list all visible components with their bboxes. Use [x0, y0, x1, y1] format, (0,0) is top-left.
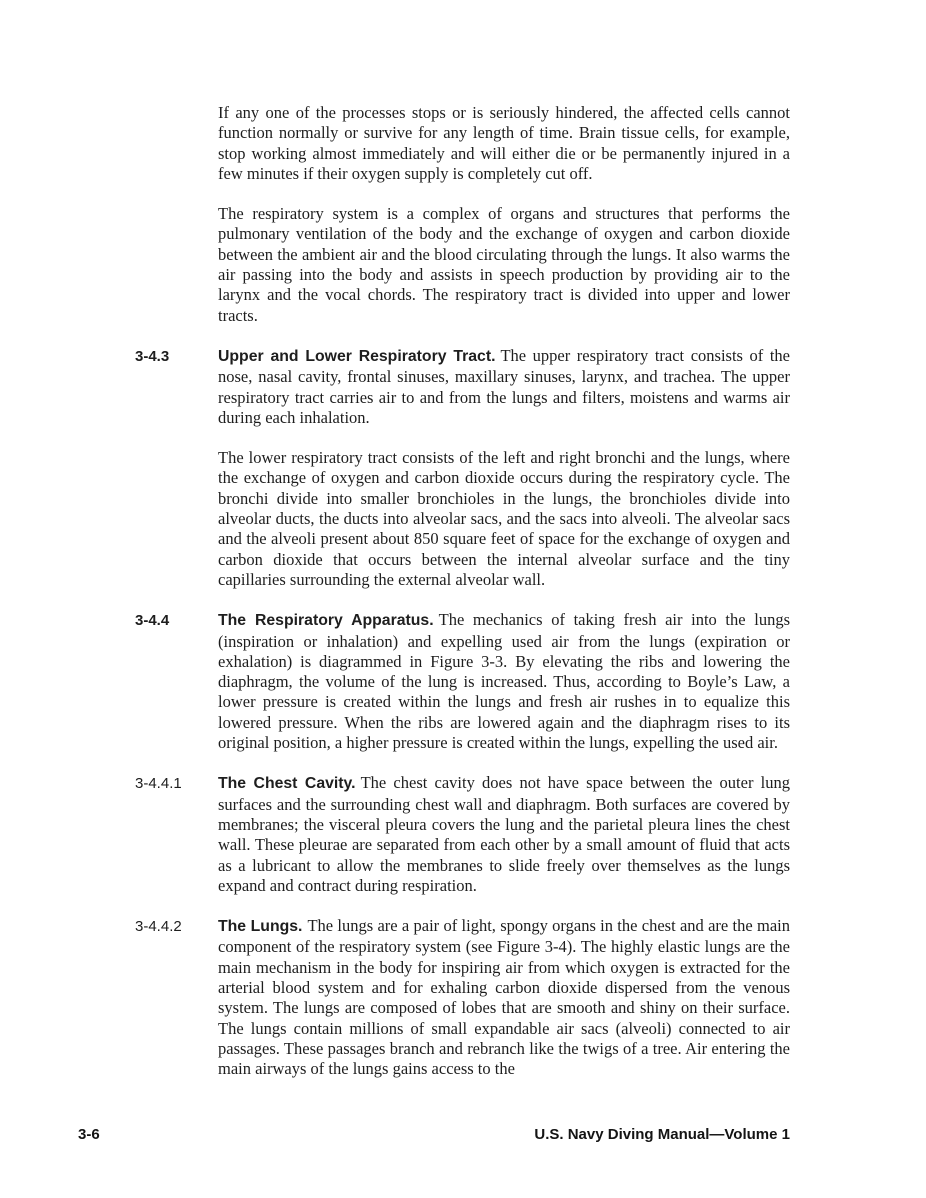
paragraph-text: If any one of the processes stops or is seriously hindered, the affected cells cannot function normally or survive for any length of time. Brain tissue cells, for example, stop working almost immediately and will either die or be permanently injured in a few minutes if their oxygen supply is completely cut off. — [218, 103, 790, 183]
section-heading: Upper and Lower Respiratory Tract. — [218, 347, 496, 365]
section-number — [135, 103, 218, 184]
section-3-4.4.1 — [135, 773, 790, 896]
body-paragraph — [135, 204, 790, 326]
paragraph-text: The Chest Cavity. The chest cavity does not have space between the outer lung surfaces and the surrounding chest wall and diaphragm. Both surfaces are covered by membranes; the visceral pleura covers the lung and the parietal pleura lines the chest wall. These pleurae are separated from each other by a small amount of fluid that acts as a lubricant to allow the membranes to slide freely over themselves as the lungs expand and contract during respiration. — [218, 773, 790, 895]
section-number: 3-4.3 — [135, 347, 170, 365]
section-number — [135, 204, 218, 326]
section-number: 3-4.4.1 — [135, 775, 182, 793]
section-number: 3-4.4.2 — [135, 918, 182, 936]
body-paragraph — [135, 103, 790, 184]
paragraph-text: The Lungs. The lungs are a pair of light, spongy organs in the chest and are the main component of the respiratory system (see Figure 3-4). The highly elastic lungs are the main mechanism in the body for inspiring air from which oxygen is extracted for the arterial blood system and for exhaling carbon dioxide dispersed from the venous system. The lungs are composed of lobes that are smooth and shiny on their surface. The lungs contain millions of small expandable air sacs (alveoli) connected to air passages. These passages branch and rebranch like the twigs of a tree. Air entering the main airways of the lungs gains access to the — [218, 916, 790, 1079]
section-3-4.4 — [135, 610, 790, 753]
paragraph-text: The Respiratory Apparatus. The mechanics of taking fresh air into the lungs (inspiration or inhalation) and expelling used air from the lungs (expiration or exhalation) is diagrammed in Figure 3-3. By elevating the ribs and lowering the diaphragm, the volume of the lung is increased. Thus, according to Boyle’s Law, a lower pressure is created within the lungs and fresh air rushes in to equalize this lowered pressure. When the ribs are lowered again and the diaphragm rises to its original position, a higher pressure is created within the lungs, expelling the used air. — [218, 610, 790, 753]
section-3-4.4.2 — [135, 916, 790, 1079]
footer-page-number: 3-6 — [78, 1126, 100, 1143]
section-number — [135, 448, 218, 590]
paragraph-text: The respiratory system is a complex of organs and structures that performs the pulmonary ventilation of the body and the exchange of oxygen and carbon dioxide between the ambient air and the blood circulating through the lungs. It also warms the air passing into the body and assists in speech production by providing air to the larynx and the vocal chords. The respiratory tract is divided into upper and lower tracts. — [218, 204, 790, 325]
section-heading: The Chest Cavity. — [218, 775, 356, 793]
section-heading: The Lungs. — [218, 918, 303, 936]
paragraph-text: Upper and Lower Respiratory Tract. The upper respiratory tract consists of the nose, nasal cavity, frontal sinuses, maxillary sinuses, larynx, and trachea. The upper respiratory tract carries air to and from the lungs and filters, moistens and warms air during each inhalation. — [218, 345, 790, 427]
section-number: 3-4.4 — [135, 612, 170, 630]
page-footer — [78, 1126, 790, 1143]
section-3-4.3 — [135, 346, 790, 428]
paragraph-text: The lower respiratory tract consists of the left and right bronchi and the lungs, where the exchange of oxygen and carbon dioxide occurs during the respiratory cycle. The bronchi divide into smaller bronchioles in the lungs, the bronchioles divide into alveolar ducts, the ducts into alveolar sacs, and the sacs into alveoli. The alveolar sacs and the alveoli present about 850 square feet of space for the exchange of oxygen and carbon dioxide that occurs between the internal alveolar surface and the tiny capillaries surrounding the external alveolar wall. — [218, 448, 790, 589]
footer-manual-title: U.S. Navy Diving Manual—Volume 1 — [534, 1126, 790, 1143]
section-heading: The Respiratory Apparatus. — [218, 612, 434, 630]
body-paragraph — [135, 448, 790, 590]
